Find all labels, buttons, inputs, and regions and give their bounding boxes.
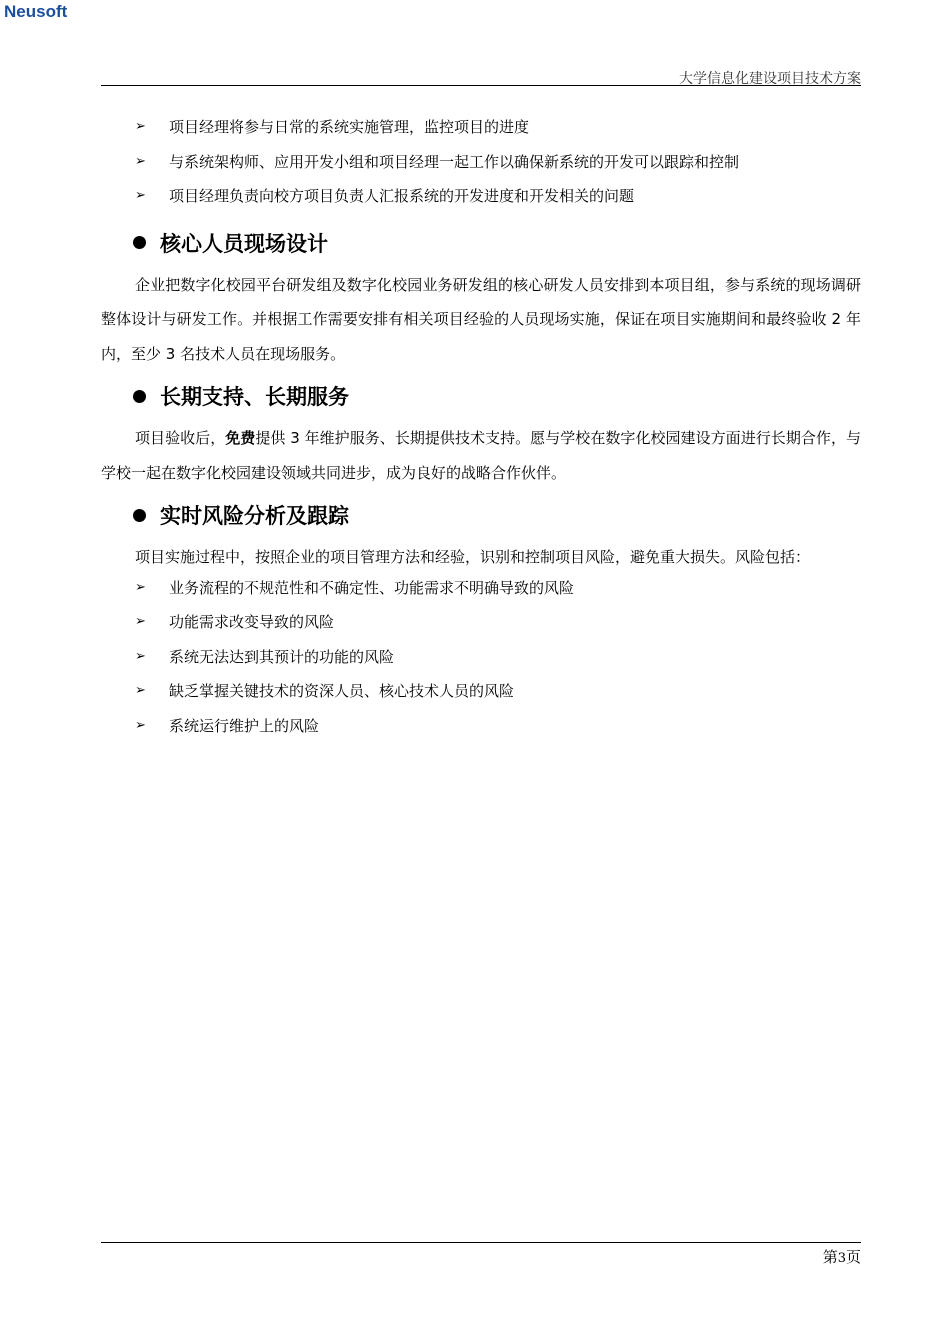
round-bullet-icon <box>133 390 146 403</box>
list-item <box>101 575 861 610</box>
section-heading-core-staff <box>101 218 861 268</box>
arrow-bullet-icon: ➢ <box>135 614 146 629</box>
core-staff-paragraph: 企业把数字化校园平台研发组及数字化校园业务研发组的核心研发人员安排到本项目组，参与系统的现场调研整体设计与研发工作。并根据工作需要安排有相关项目经验的人员现场实施，保证在项目实施期间和最终验收 2 年内，至少 3 名技术人员在现场服务。 <box>101 275 861 363</box>
list-item <box>101 678 861 713</box>
arrow-bullet-icon: ➢ <box>135 648 146 664</box>
arrow-bullet-icon: ➢ <box>135 717 146 733</box>
arrow-bullet-icon: ➢ <box>135 683 146 698</box>
list-item-text: 缺乏掌握关键技术的资深人员、核心技术人员的风险 <box>169 682 515 700</box>
page-suffix: 页 <box>845 1248 861 1266</box>
heading-text: 长期支持、长期服务 <box>160 385 349 409</box>
arrow-bullet-icon: ➢ <box>135 579 146 595</box>
page-number-value: 3 <box>837 1251 846 1266</box>
list-item-text: 系统运行维护上的风险 <box>169 716 320 735</box>
heading-text: 核心人员现场设计 <box>160 231 328 256</box>
list-item-text: 业务流程的不规范性和不确定性、功能需求不明确导致的风险 <box>169 578 575 597</box>
page-number <box>823 1246 861 1267</box>
neusoft-logo: Neusoft <box>4 2 68 21</box>
long-term-paragraph <box>101 421 861 490</box>
list-item <box>101 609 861 644</box>
header-divider <box>101 85 861 86</box>
round-bullet-icon <box>133 509 146 522</box>
arrow-bullet-icon: ➢ <box>135 153 146 169</box>
list-item <box>101 114 861 149</box>
risk-paragraph: 项目实施过程中，按照企业的项目管理方法和经验，识别和控制项目风险，避免重大损失。风险包括： <box>135 548 811 566</box>
free-emphasis: 免费 <box>225 429 256 447</box>
arrow-bullet-icon: ➢ <box>135 119 146 134</box>
heading-text: 实时风险分析及跟踪 <box>160 504 349 528</box>
page-prefix: 第 <box>822 1248 838 1266</box>
arrow-bullet-icon: ➢ <box>135 188 146 203</box>
list-item-text: 与系统架构师、应用开发小组和项目经理一起工作以确保新系统的开发可以跟踪和控制 <box>169 152 740 171</box>
page-content <box>101 114 861 747</box>
list-item <box>101 713 861 748</box>
round-bullet-icon <box>133 236 146 249</box>
paragraph-suffix: 提供 3 年维护服务、长期提供技术支持。愿与学校在数字化校园建设方面进行长期合作，与学校一起在数字化校园建设领域共同进步，成为良好的战略合作伙伴。 <box>101 429 861 482</box>
list-item-text: 系统无法达到其预计的功能的风险 <box>169 647 395 666</box>
footer-divider <box>101 1242 861 1243</box>
document-header-title: 大学信息化建设项目技术方案 <box>679 71 861 87</box>
section-heading-long-term <box>101 371 861 421</box>
paragraph-prefix: 项目验收后， <box>135 429 226 447</box>
list-item-text: 项目经理负责向校方项目负责人汇报系统的开发进度和开发相关的问题 <box>169 187 635 205</box>
list-item <box>101 183 861 218</box>
list-item-text: 项目经理将参与日常的系统实施管理，监控项目的进度 <box>169 118 530 136</box>
list-item-text: 功能需求改变导致的风险 <box>169 613 335 631</box>
section-heading-risk <box>101 490 861 540</box>
list-item <box>101 644 861 679</box>
list-item <box>101 149 861 184</box>
